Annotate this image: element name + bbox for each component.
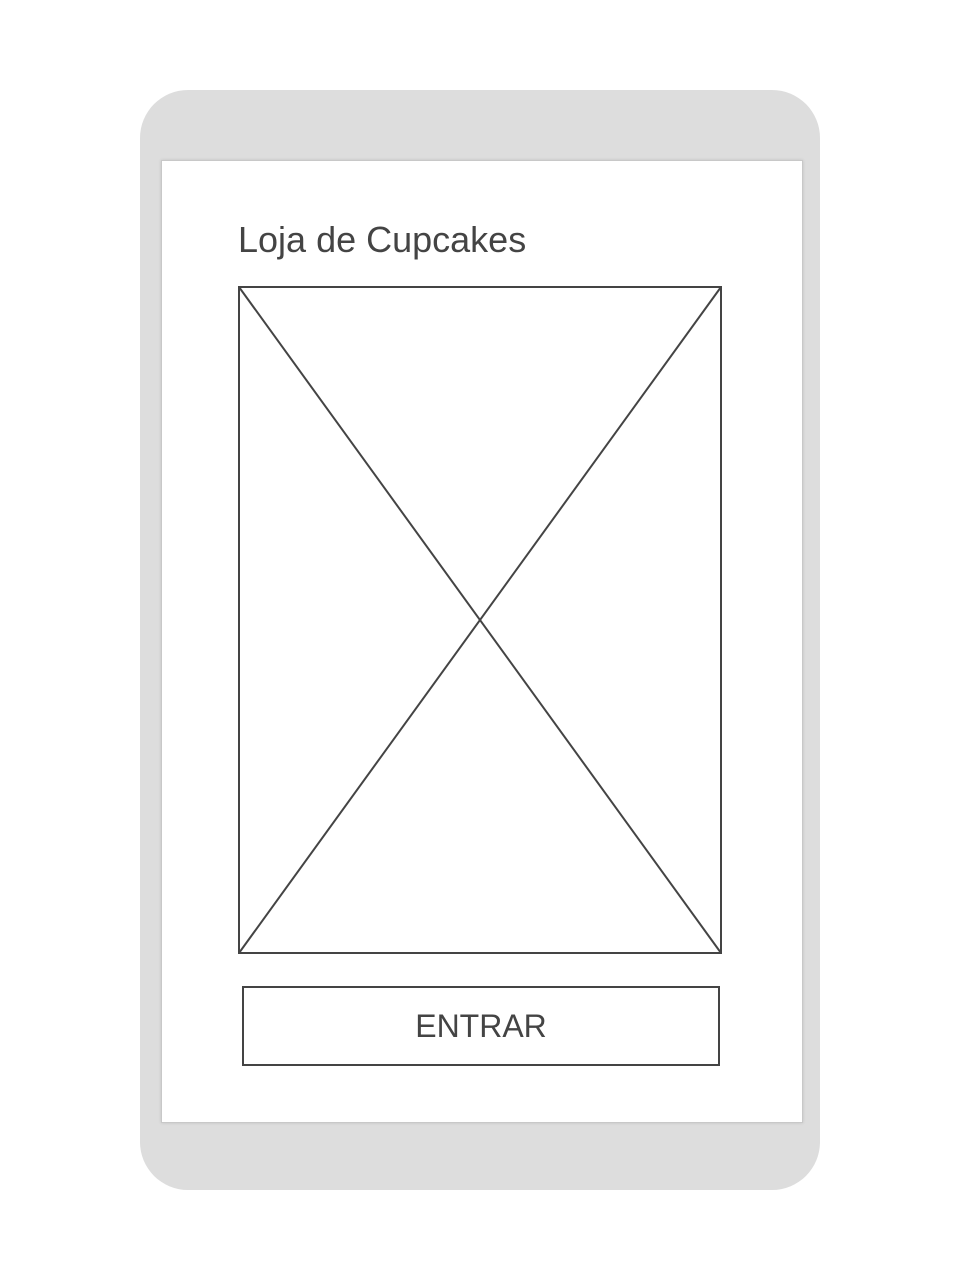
enter-button[interactable]: ENTRAR bbox=[242, 986, 720, 1066]
page-title: Loja de Cupcakes bbox=[238, 219, 527, 260]
image-placeholder bbox=[238, 286, 722, 954]
image-placeholder-icon bbox=[238, 286, 722, 954]
